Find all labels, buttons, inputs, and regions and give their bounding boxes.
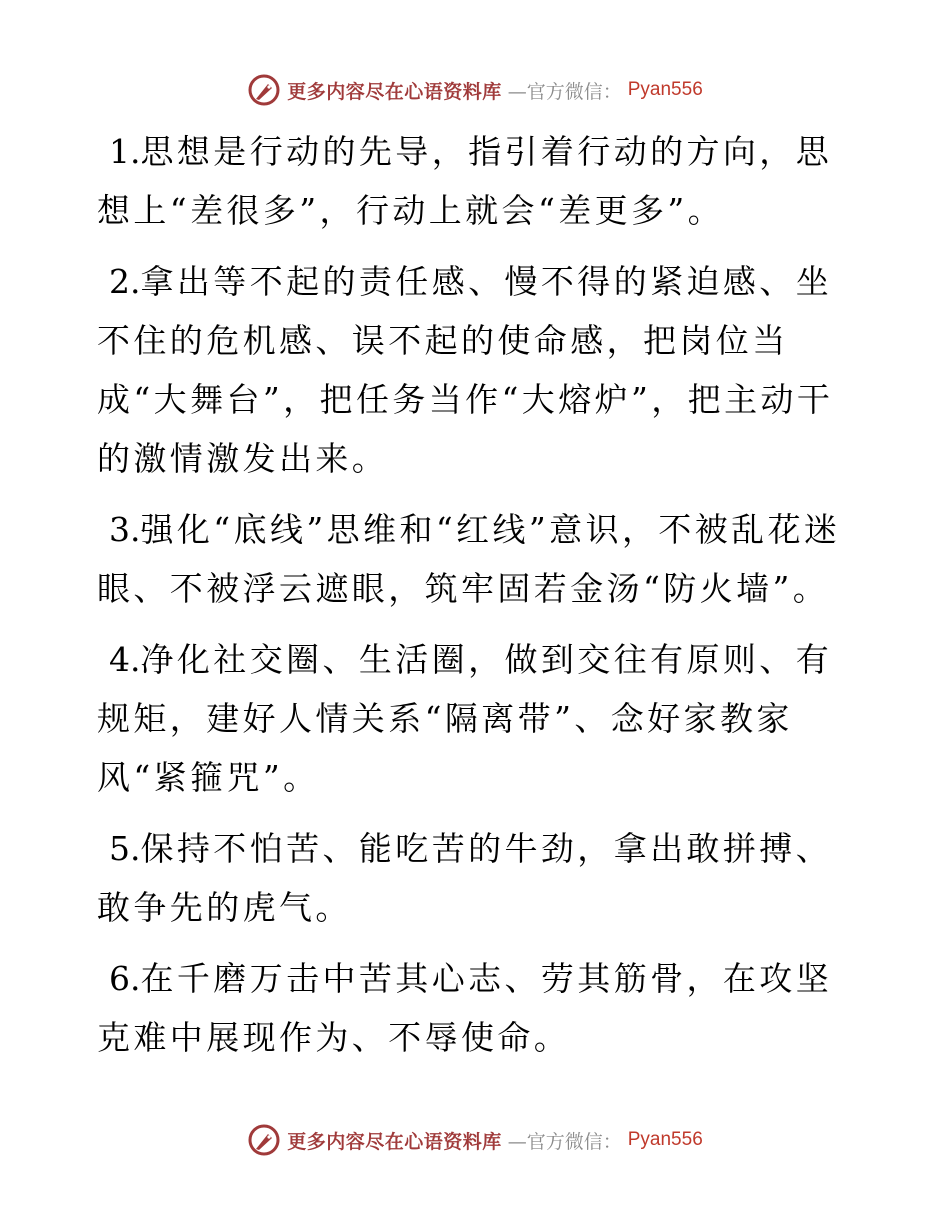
pen-nib-logo-icon: [247, 73, 281, 107]
header-banner-wechat-id: Pyan556: [627, 79, 703, 100]
item-text: 在千磨万击中苦其心志、劳其筋骨，在攻坚克难中展现作为、不辱使命。: [97, 959, 833, 1057]
list-item: [97, 630, 857, 807]
header-banner: [0, 70, 950, 110]
item-text: 保持不怕苦、能吃苦的牛劲，拿出敢拼搏、敢争先的虎气。: [97, 829, 833, 927]
header-banner-title: 更多内容尽在心语资料库: [287, 80, 502, 103]
list-item: [97, 252, 857, 488]
item-number: 4.: [109, 640, 141, 679]
item-text: 拿出等不起的责任感、慢不得的紧迫感、坐不住的危机感、误不起的使命感，把岗位当成“大舞台”，把任务当作“大熔炉”，把主动干的激情激发出来。: [97, 262, 834, 478]
item-number: 6.: [109, 959, 141, 998]
document-body: [97, 122, 857, 1079]
item-number: 2.: [109, 262, 141, 301]
list-item: [97, 949, 857, 1067]
pen-nib-logo-icon: [247, 1123, 281, 1157]
footer-banner-title: 更多内容尽在心语资料库: [287, 1130, 502, 1153]
header-banner-label: —官方微信：: [507, 80, 622, 103]
list-item: [97, 500, 857, 618]
item-number: 3.: [109, 510, 141, 549]
list-item: [97, 122, 857, 240]
item-text: 思想是行动的先导，指引着行动的方向，思想上“差很多”，行动上就会“差更多”。: [97, 132, 833, 230]
list-item: [97, 819, 857, 937]
item-text: 强化“底线”思维和“红线”意识，不被乱花迷眼、不被浮云遮眼，筑牢固若金汤“防火墙”。: [97, 510, 841, 608]
footer-banner-label: —官方微信：: [507, 1130, 622, 1153]
item-text: 净化社交圈、生活圈，做到交往有原则、有规矩，建好人情关系“隔离带”、念好家教家风“紧箍咒”。: [97, 640, 833, 797]
footer-banner: [0, 1120, 950, 1160]
item-number: 5.: [109, 829, 141, 868]
footer-banner-wechat-id: Pyan556: [627, 1129, 703, 1150]
item-number: 1.: [109, 132, 141, 171]
